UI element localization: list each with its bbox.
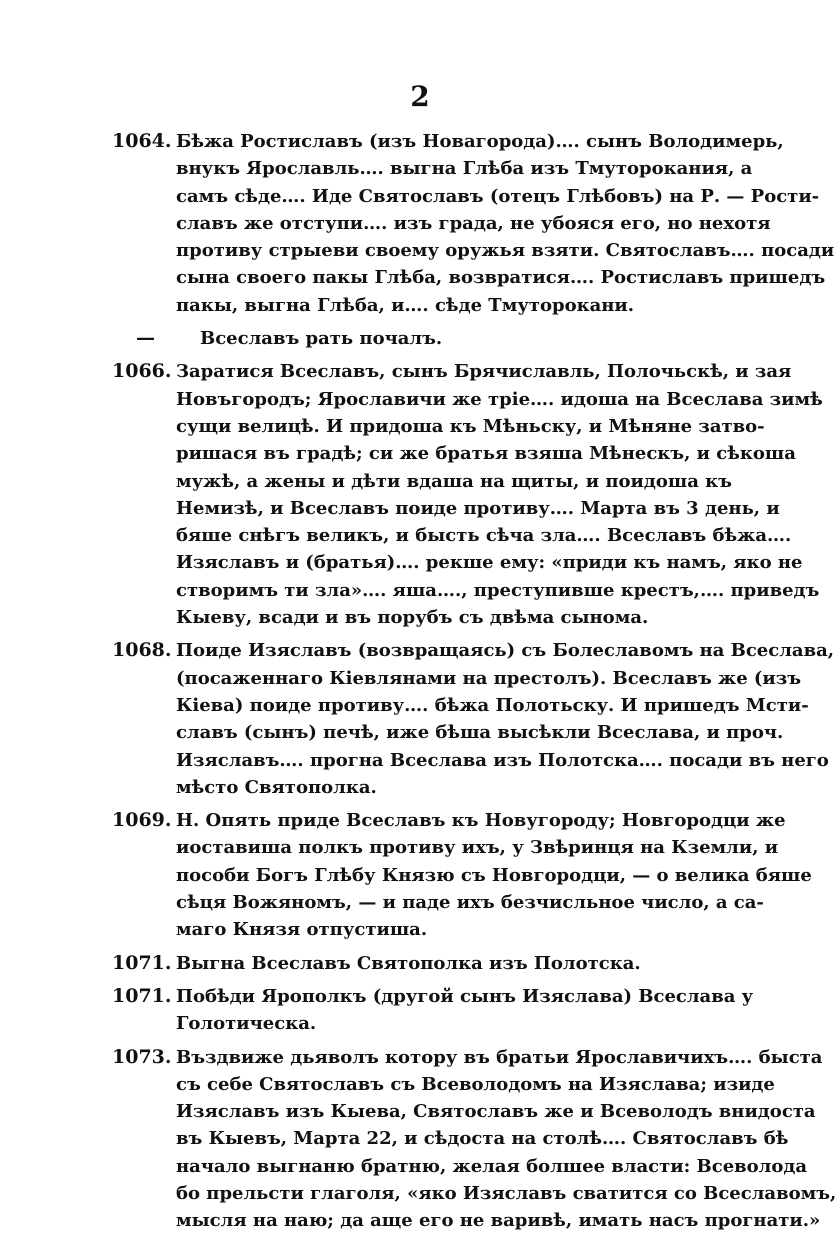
text-line: Бѣжа Ростиславъ (изъ Новагорода)…. сынъ Володимерь, xyxy=(176,131,784,152)
text-line: Поиде Изяславъ (возвращаясь) съ Болеславомъ на Всеслава, xyxy=(176,640,835,662)
text-line: мужѣ, а жены и дѣти вдаша на щиты, и поидоша къ xyxy=(176,470,732,492)
text-line: славъ же отступи…. изъ града, не убояся его, но нехотя xyxy=(176,212,771,234)
entry-year: — xyxy=(136,327,155,350)
entry-text xyxy=(176,807,812,943)
entry-year: 1068. xyxy=(112,639,172,662)
text-line: сѣця Вожяномъ, — и паде ихъ безчисльное число, а са- xyxy=(176,892,764,914)
text-line: бяше снѣгъ великъ, и бысть сѣча зла…. Всеславъ бѣжа…. xyxy=(176,525,792,547)
text-line: Н. Опять приде Всеславъ къ Новугороду; Новгородци же xyxy=(176,810,786,832)
entry-text xyxy=(176,950,712,977)
chronicle-entries xyxy=(112,128,837,1241)
text-line: Новъгородъ; Ярославичи же тріе…. идоша на Всеслава зимѣ xyxy=(176,388,823,410)
text-line: Побѣди Ярополкъ (другой сынъ Изяслава) Всеслава у xyxy=(176,985,754,1007)
entry-text xyxy=(176,637,834,801)
text-line: Изяславъ…. прогна Всеслава изъ Полотска…. посади въ него xyxy=(176,749,829,771)
text-line: внукъ Ярославль…. выгна Глѣба изъ Тмуторокания, а xyxy=(176,158,753,180)
text-line: мѣсто Святополка. xyxy=(176,776,377,798)
chronicle-entry xyxy=(112,637,835,801)
text-line: противу стрыеви своему оружья взяти. Святославъ…. посади xyxy=(176,240,835,262)
text-line: пособи Богъ Глѣбу Князю съ Новгородци, — о велика бяше xyxy=(176,864,812,886)
text-line: створимъ ти зла»…. яша…., преступивше крестъ,…. приведъ xyxy=(176,579,820,601)
entry-year: 1066. xyxy=(112,360,172,383)
chronicle-entry xyxy=(112,358,823,631)
text-line: маго Князя отпустиша. xyxy=(176,919,428,941)
entry-text xyxy=(176,358,823,631)
text-line: Изяславъ изъ Кыева, Святославъ же и Всеволодъ внидоста xyxy=(176,1101,816,1123)
text-line: Всеславъ рать почалъ. xyxy=(200,328,443,350)
text-line: Заратися Всеславъ, сынъ Брячиславль, Полочьскѣ, и зая xyxy=(176,361,792,383)
chronicle-entry xyxy=(112,128,835,319)
text-line: ришася въ градѣ; си же братья взяша Мѣнескъ, и сѣкоша xyxy=(176,443,796,465)
text-line: Изяславъ и (братья)…. рекше ему: «приди къ намъ, яко не xyxy=(176,552,803,574)
text-line: мысля на наю; да аще его не варивѣ, имать насъ прогнати.» xyxy=(176,1210,821,1232)
text-line: (посаженнаго Кіевлянами на престолъ). Всеславъ же (изъ xyxy=(176,667,802,689)
chronicle-entry xyxy=(112,807,812,943)
text-line: начало выгнаню братню, желая болшее власти: Всеволода xyxy=(176,1155,808,1177)
text-line: въ Кыевъ, Марта 22, и сѣдоста на столѣ…. Святославъ бѣ xyxy=(176,1128,789,1150)
chronicle-entry xyxy=(112,1044,837,1235)
text-line: Кіева) поиде противу…. бѣжа Полотьску. И пришедъ Мсти- xyxy=(176,694,809,716)
page-number: 2 xyxy=(410,80,430,113)
text-line: славъ (сынъ) печѣ, иже бѣша высѣкли Всеслава, и проч. xyxy=(176,722,784,744)
entry-year: 1071. xyxy=(112,984,172,1007)
text-line: съ себе Святославъ съ Всеволодомъ на Изяслава; изиде xyxy=(176,1073,775,1095)
entry-year: 1069. xyxy=(112,809,172,832)
entry-text xyxy=(176,128,834,319)
text-line: сущи велицѣ. И придоша къ Мѣньску, и Мѣняне затво- xyxy=(176,415,765,437)
chronicle-entry xyxy=(112,983,754,1038)
entry-text xyxy=(176,1044,836,1235)
entry-text xyxy=(176,983,753,1038)
entry-year: 1064. xyxy=(112,130,172,152)
text-line: Въздвиже дьяволъ котору въ братьи Ярославичихъ…. быста xyxy=(176,1046,823,1068)
chronicle-entry xyxy=(112,950,712,977)
text-line: самъ сѣде…. Иде Святославъ (отецъ Глѣбовъ) на Р. — Рости- xyxy=(176,185,820,207)
entry-year: 1071. xyxy=(112,951,172,974)
text-line: Немизѣ, и Всеславъ поиде противу…. Марта въ 3 день, и xyxy=(176,497,780,519)
text-line: сына своего пакы Глѣба, возвратися…. Ростиславъ пришедъ xyxy=(176,267,826,289)
entry-text xyxy=(200,325,712,352)
text-line: бо прельсти глаголя, «яко Изяславъ сватится со Всеславомъ, xyxy=(176,1182,837,1204)
text-line: иоставиша полкъ противу ихъ, у Звѣринця на Кземли, и xyxy=(176,837,779,859)
text-line: Кыеву, всади и въ порубъ съ двѣма сынома. xyxy=(176,607,649,629)
text-line: пакы, выгна Глѣба, и…. сѣде Тмуторокани. xyxy=(176,294,635,316)
chronicle-entry xyxy=(112,325,712,352)
text-line: Голотическа. xyxy=(176,1013,317,1035)
entry-year: 1073. xyxy=(112,1045,172,1068)
text-line: Выгна Всеславъ Святополка изъ Полотска. xyxy=(176,952,641,974)
